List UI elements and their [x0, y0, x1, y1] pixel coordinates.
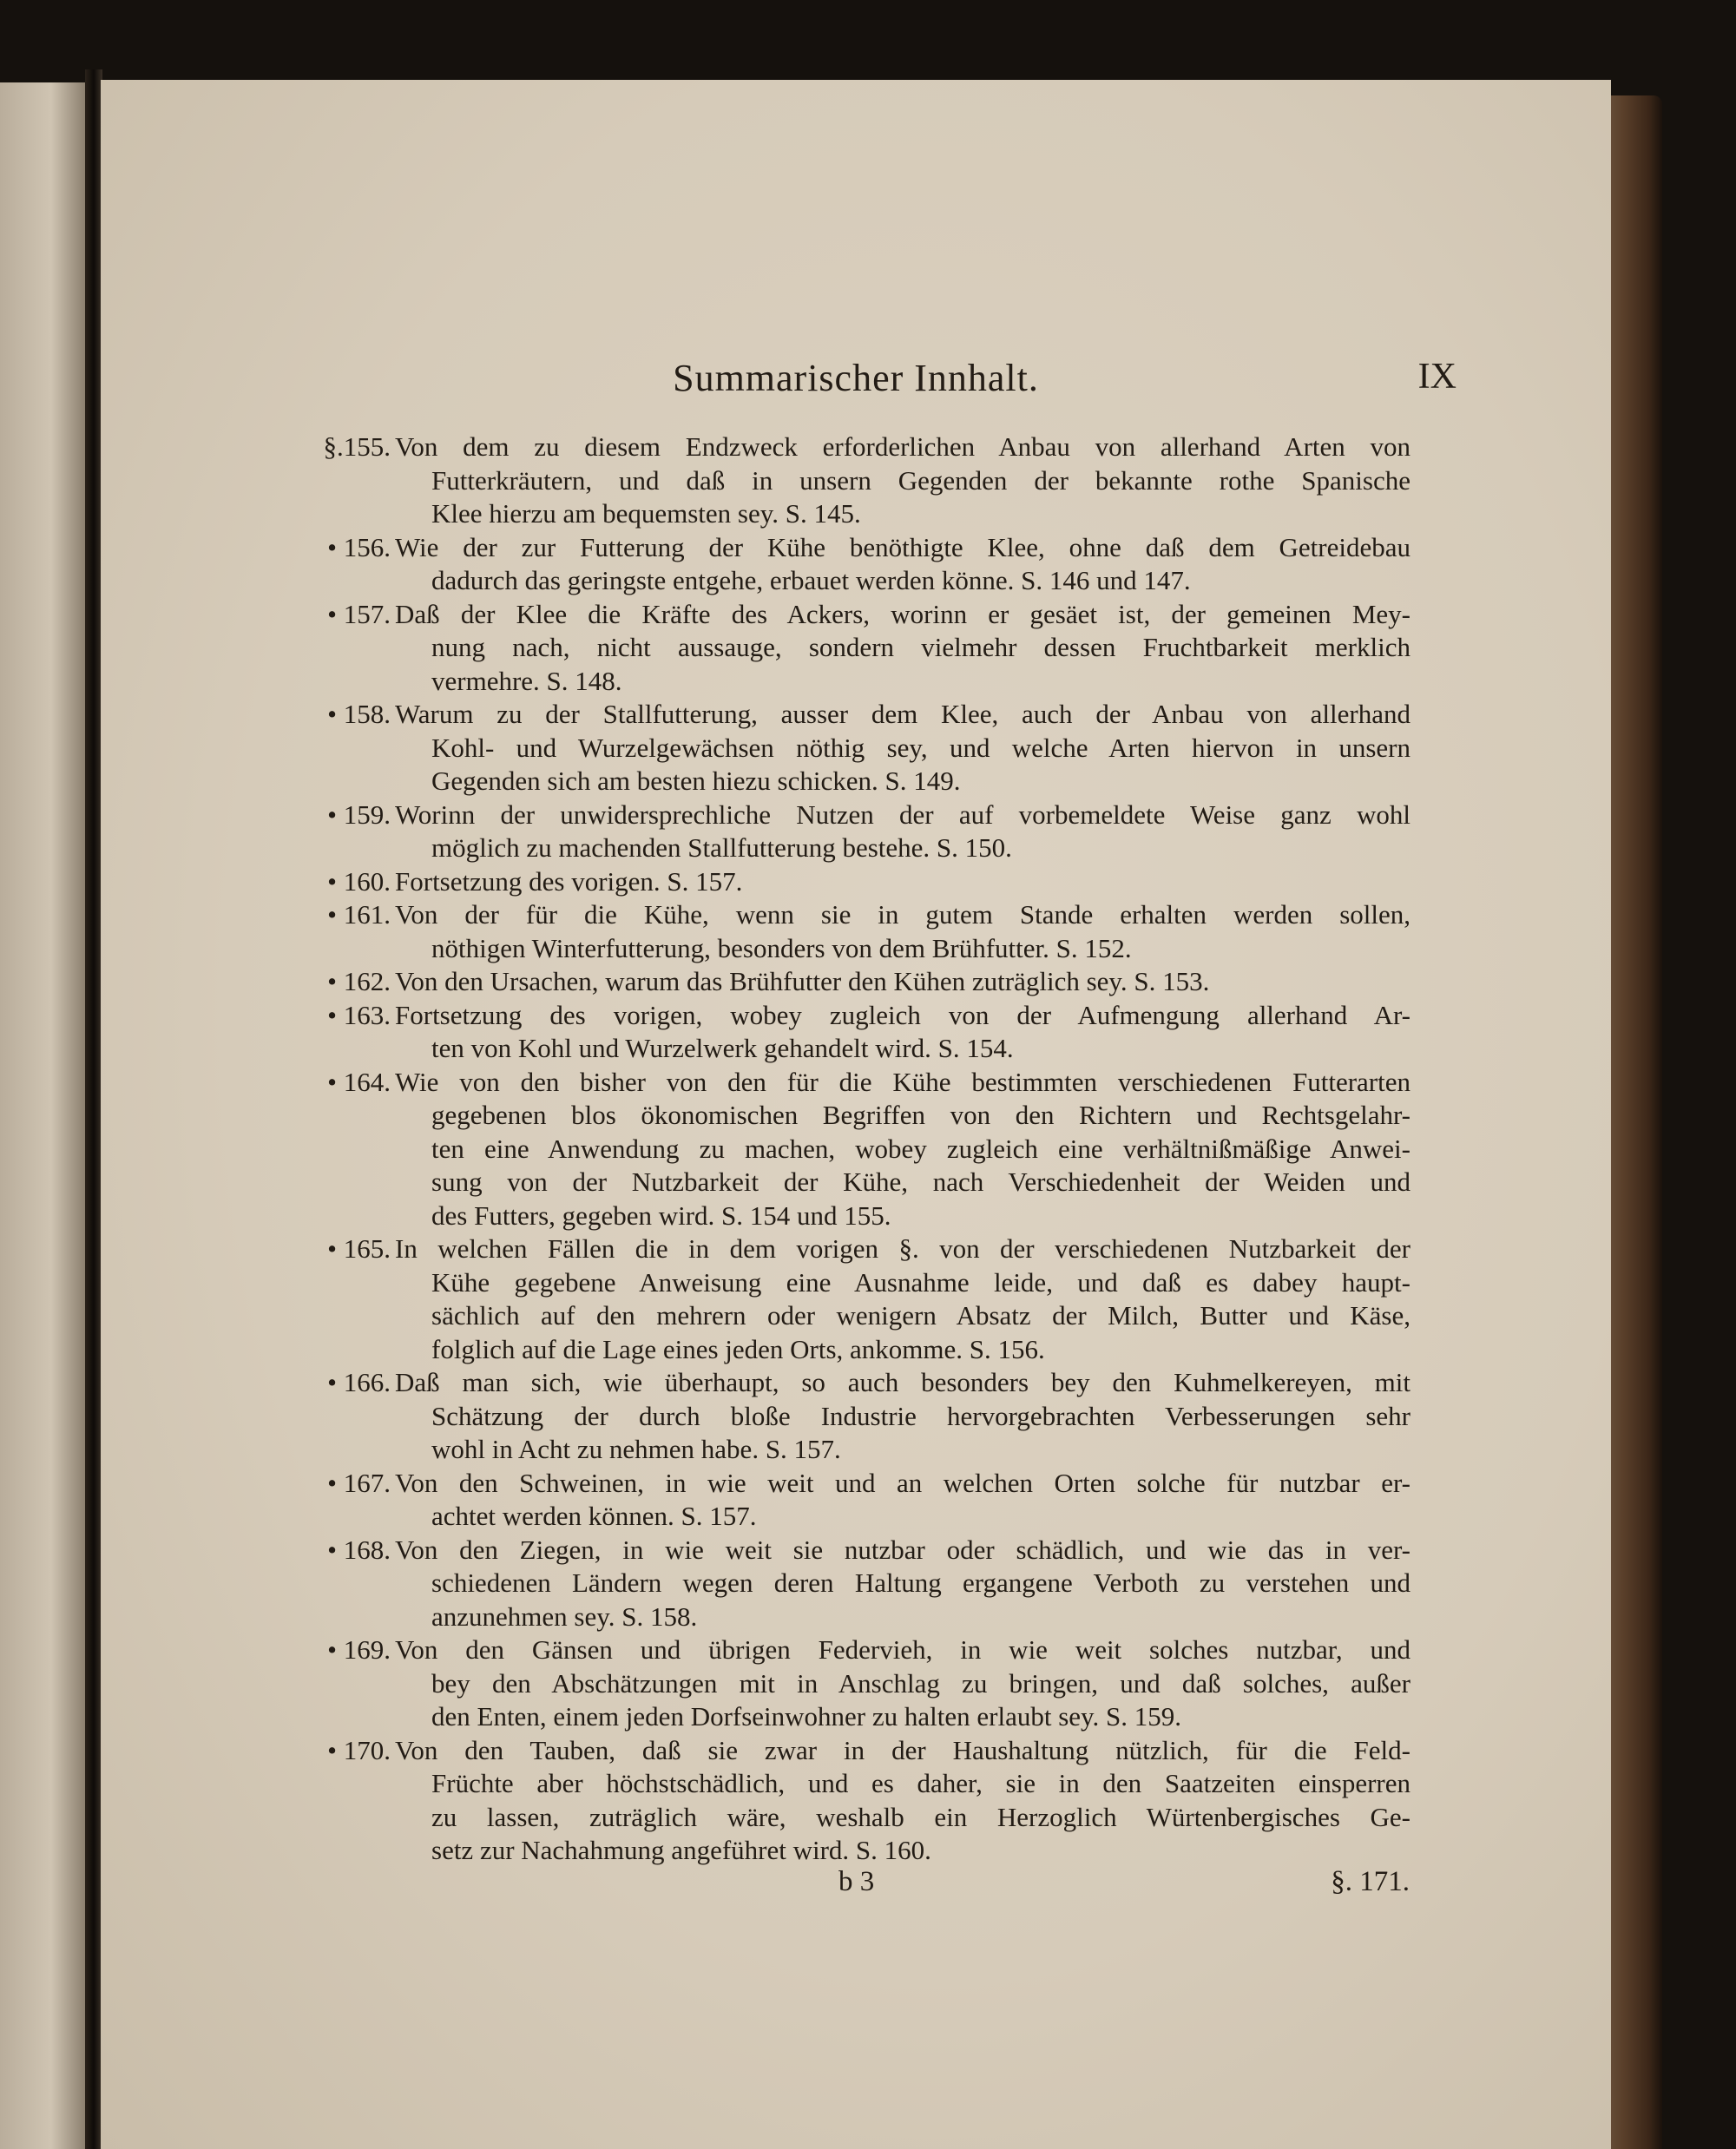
- section-number: • 168.: [327, 1534, 391, 1565]
- toc-entry: [101, 531, 1611, 598]
- entry-text-line: sächlich auf den mehrern oder wenigern Absatz der Milch, Butter und Käse,: [431, 1300, 1410, 1331]
- entry-text-line: zu lassen, zuträglich wäre, weshalb ein Herzoglich Würtenbergisches Ge-: [431, 1801, 1410, 1832]
- toc-entry: [101, 1232, 1611, 1366]
- entry-text-line: Kohl- und Wurzelgewächsen nöthig sey, und welche Arten hiervon in unsern: [431, 732, 1410, 763]
- toc-entry: [101, 698, 1611, 798]
- toc-entry: [101, 1066, 1611, 1233]
- entry-text-line: sung von der Nutzbarkeit der Kühe, nach Verschiedenheit der Weiden und: [431, 1167, 1410, 1197]
- toc-entry: [101, 1366, 1611, 1467]
- toc-entry: [101, 898, 1611, 965]
- toc-entry: [101, 999, 1611, 1066]
- entry-text-line: Warum zu der Stallfutterung, ausser dem Klee, auch der Anbau von allerhand: [395, 699, 1410, 729]
- entry-text-line: Von den Schweinen, in wie weit und an welchen Orten solche für nutzbar er-: [395, 1467, 1410, 1498]
- book-page: [101, 80, 1611, 2149]
- section-number: • 170.: [327, 1734, 391, 1765]
- entry-text-line: Daß der Klee die Kräfte des Ackers, worinn er gesäet ist, der gemeinen Mey-: [395, 598, 1410, 629]
- section-number: • 159.: [327, 798, 391, 830]
- entry-text-line: ten von Kohl und Wurzelwerk gehandelt wird. S. 154.: [431, 1033, 1014, 1063]
- book-spine: [85, 69, 102, 2149]
- entry-text-line: folglich auf die Lage eines jeden Orts, ankomme. S. 156.: [431, 1333, 1045, 1364]
- section-number: • 157.: [327, 598, 391, 629]
- entry-text-line: Von der für die Kühe, wenn sie in gutem Stande erhalten werden sollen,: [395, 899, 1410, 930]
- entry-text-line: Klee hierzu am bequemsten sey. S. 145.: [431, 498, 861, 529]
- entry-text-line: des Futters, gegeben wird. S. 154 und 155.: [431, 1199, 891, 1231]
- entry-text-line: Daß man sich, wie überhaupt, so auch besonders bey den Kuhmelkereyen, mit: [395, 1367, 1410, 1397]
- entry-text-line: gegebenen blos ökonomischen Begriffen von den Richtern und Rechtsgelahr-: [431, 1100, 1410, 1130]
- signature-mark: b 3: [838, 1866, 875, 1897]
- entry-text-line: bey den Abschätzungen mit in Anschlag zu bringen, und daß solches, außer: [431, 1667, 1410, 1699]
- entry-text-line: Kühe gegebene Anweisung eine Ausnahme leide, und daß es dabey haupt-: [431, 1266, 1410, 1298]
- section-number: • 166.: [327, 1367, 391, 1397]
- entry-text-line: setz zur Nachahmung angeführet wird. S. 160.: [431, 1835, 931, 1865]
- section-number: • 164.: [327, 1066, 391, 1097]
- section-number: • 156.: [327, 531, 391, 562]
- entry-text-line: schiedenen Ländern wegen deren Haltung ergangene Verboth zu verstehen und: [431, 1567, 1410, 1598]
- entry-text-line: anzunehmen sey. S. 158.: [431, 1600, 698, 1632]
- entry-text-line: Von den Tauben, daß sie zwar in der Haushaltung nützlich, für die Feld-: [395, 1734, 1410, 1765]
- entry-text-line: vermehre. S. 148.: [431, 665, 622, 696]
- entry-text-line: Von dem zu diesem Endzweck erforderlichen Anbau von allerhand Arten von: [395, 431, 1410, 462]
- section-number: • 167.: [327, 1467, 391, 1498]
- left-page-edge: [0, 82, 85, 2149]
- entry-text-line: Wie der zur Futterung der Kühe benöthigte Klee, ohne daß dem Getreidebau: [395, 531, 1410, 562]
- entry-text-line: Früchte aber höchstschädlich, und es daher, sie in den Saatzeiten einsperren: [431, 1768, 1410, 1798]
- entry-text-line: nöthigen Winterfutterung, besonders von dem Brühfutter. S. 152.: [431, 932, 1132, 963]
- entry-text-line: Von den Ziegen, in wie weit sie nutzbar oder schädlich, und wie das in ver-: [395, 1534, 1410, 1565]
- entry-text-line: ten eine Anwendung zu machen, wobey zugleich eine verhältnißmäßige Anwei-: [431, 1133, 1410, 1164]
- section-number: • 165.: [327, 1233, 391, 1264]
- entry-text-line: achtet werden können. S. 157.: [431, 1501, 757, 1531]
- entry-text-line: dadurch das geringste entgehe, erbauet werden könne. S. 146 und 147.: [431, 565, 1191, 595]
- toc-entry: [101, 798, 1611, 865]
- section-number: • 161.: [327, 899, 391, 930]
- section-number: §.155.: [323, 431, 391, 462]
- entry-text-line: Schätzung der durch bloße Industrie hervorgebrachten Verbesserungen sehr: [431, 1400, 1410, 1431]
- toc-entry: [101, 430, 1611, 531]
- toc-entry: [101, 598, 1611, 699]
- table-of-contents: [101, 430, 1611, 1868]
- entry-text-line: Von den Ursachen, warum das Brühfutter den Kühen zuträglich sey. S. 153.: [395, 966, 1210, 996]
- entry-text-line: Fortsetzung des vorigen, wobey zugleich von der Aufmengung allerhand Ar-: [395, 999, 1410, 1030]
- entry-text-line: Wie von den bisher von den für die Kühe bestimmten verschiedenen Futterarten: [395, 1066, 1410, 1097]
- entry-text-line: möglich zu machenden Stallfutterung bestehe. S. 150.: [431, 832, 1012, 863]
- entry-text-line: Gegenden sich am besten hiezu schicken. S. 149.: [431, 766, 961, 796]
- entry-text-line: nung nach, nicht aussauge, sondern vielmehr dessen Fruchtbarkeit merklich: [431, 632, 1410, 662]
- entry-text-line: Fortsetzung des vorigen. S. 157.: [395, 865, 743, 897]
- section-number: • 169.: [327, 1634, 391, 1665]
- section-number: • 158.: [327, 699, 391, 729]
- toc-entry: [101, 965, 1611, 999]
- running-head-title: Summarischer Innhalt.: [673, 357, 1039, 399]
- entry-text-line: den Enten, einem jeden Dorfseinwohner zu halten erlaubt sey. S. 159.: [431, 1701, 1182, 1732]
- toc-entry: [101, 1467, 1611, 1534]
- catchword: §. 171.: [1331, 1866, 1410, 1897]
- entry-text-line: wohl in Acht zu nehmen habe. S. 157.: [431, 1434, 841, 1464]
- toc-entry: [101, 1534, 1611, 1634]
- toc-entry: [101, 1633, 1611, 1734]
- toc-entry: [101, 865, 1611, 899]
- section-number: • 163.: [327, 999, 391, 1030]
- entry-text-line: Worinn der unwidersprechliche Nutzen der auf vorbemeldete Weise ganz wohl: [395, 798, 1410, 830]
- section-number: • 162.: [327, 966, 391, 996]
- entry-text-line: Von den Gänsen und übrigen Federvieh, in wie weit solches nutzbar, und: [395, 1634, 1410, 1665]
- entry-text-line: Futterkräutern, und daß in unsern Gegenden der bekannte rothe Spanische: [431, 464, 1410, 496]
- toc-entry: [101, 1734, 1611, 1868]
- section-number: • 160.: [327, 865, 391, 897]
- entry-text-line: In welchen Fällen die in dem vorigen §. von der verschiedenen Nutzbarkeit der: [395, 1233, 1410, 1264]
- page-number: IX: [1417, 357, 1457, 397]
